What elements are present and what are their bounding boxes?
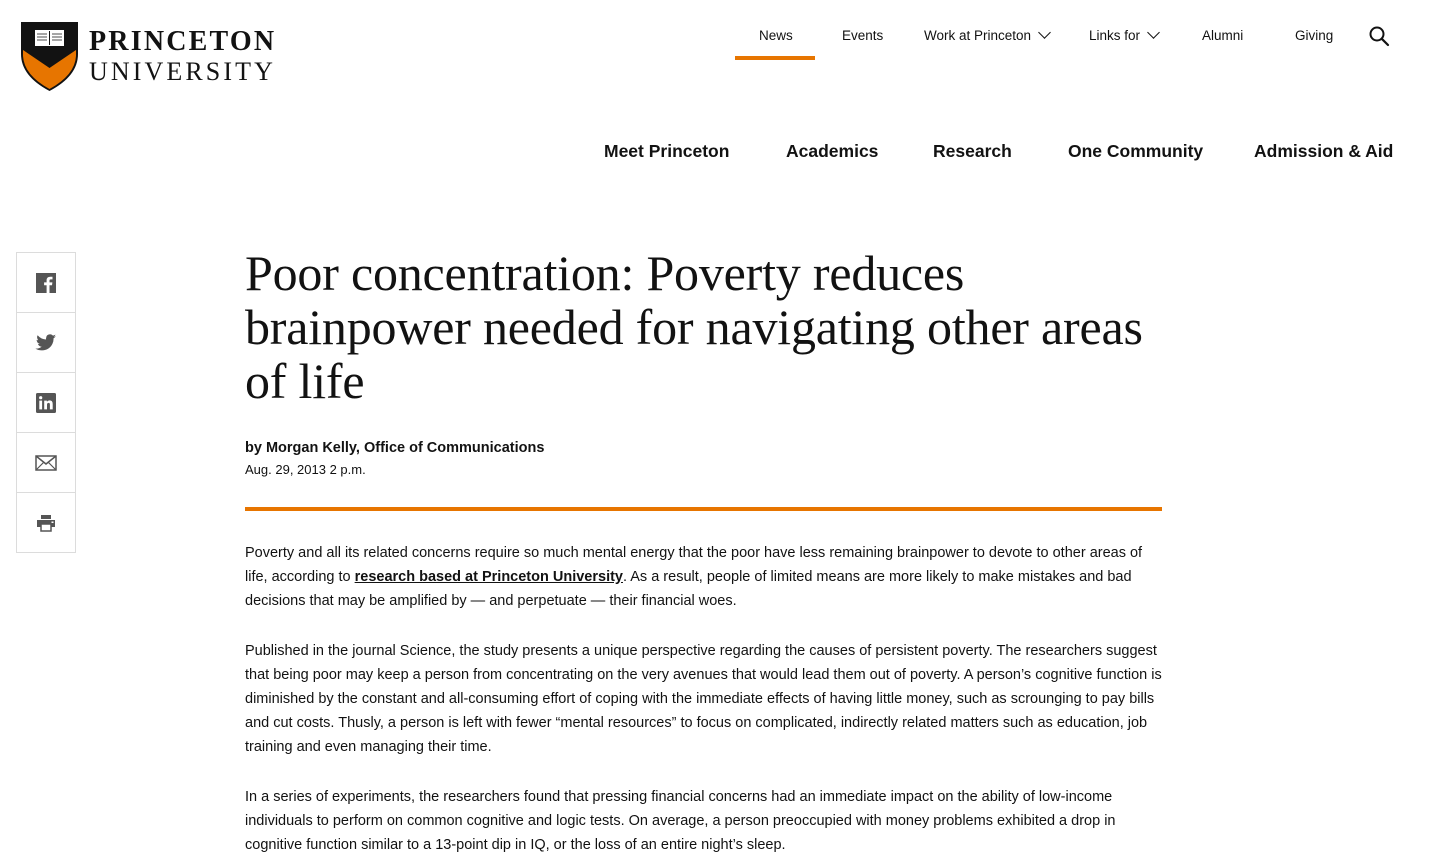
paragraph-text: . As a result, people of limited means are more likely to make mistakes and bad decisions that may be amplified by — and perpetuate — their financial woes. [245, 569, 1132, 609]
util-nav-work-label: Work at Princeton [924, 28, 1032, 43]
article-paragraph-1 [245, 541, 1162, 613]
utility-nav [0, 0, 1434, 60]
article-title: Poor concentration: Poverty reduces brainpower needed for navigating other areas of life [245, 245, 1143, 409]
linkedin-icon [36, 393, 56, 413]
nav-research[interactable]: Research [933, 141, 1012, 161]
wordmark-line2: UNIVERSITY [89, 56, 276, 86]
util-nav-events[interactable]: Events [842, 28, 884, 43]
article-date: Aug. 29, 2013 2 p.m. [245, 462, 366, 477]
share-email-button[interactable] [17, 433, 75, 493]
article-paragraph-2: Published in the journal Science, the study presents a unique perspective regarding the causes of persistent poverty. The researchers suggest that being poor may keep a person from concentrating on the very avenues that would lead them out of poverty. A person’s cognitive function is diminished by the constant and all-consuming effort of coping with the immediate effects of having little money, such as scrounging to pay bills and cut costs. Thusly, a person is left with fewer “mental resources” to focus on complicated, indirectly related matters such as education, job training and even managing their time. [245, 643, 1162, 755]
article-byline: by Morgan Kelly, Office of Communications [245, 440, 545, 456]
email-icon [35, 455, 57, 471]
print-icon [36, 514, 56, 532]
active-indicator [735, 56, 815, 60]
nav-academics[interactable]: Academics [786, 141, 879, 161]
util-nav-giving[interactable]: Giving [1295, 28, 1334, 43]
article [245, 246, 1162, 857]
share-twitter-button[interactable] [17, 313, 75, 373]
wordmark-line1: PRINCETON [89, 25, 277, 57]
chevron-down-icon [1147, 26, 1160, 39]
print-button[interactable] [17, 493, 75, 552]
research-link[interactable]: research based at Princeton University [354, 569, 623, 585]
twitter-icon [35, 334, 57, 352]
share-linkedin-button[interactable] [17, 373, 75, 433]
article-paragraph-3: In a series of experiments, the researchers found that pressing financial concerns had an immediate impact on the ability of low-income individuals to perform on common cognitive and logic tests. On average, a person preoccupied with money problems exhibited a drop in cognitive function similar to a 13-point dip in IQ, or the loss of an entire night’s sleep. [245, 789, 1116, 853]
util-nav-news[interactable]: News [759, 28, 793, 43]
article-divider [245, 507, 1162, 511]
search-button[interactable] [1368, 25, 1392, 49]
facebook-icon [36, 273, 56, 293]
nav-meet-princeton[interactable]: Meet Princeton [604, 141, 730, 161]
util-nav-work-at-princeton[interactable] [924, 28, 1049, 43]
util-nav-alumni[interactable]: Alumni [1202, 28, 1244, 43]
util-nav-links-label: Links for [1089, 28, 1141, 43]
search-icon [1368, 25, 1392, 49]
nav-admission-aid[interactable]: Admission & Aid [1254, 141, 1394, 161]
share-bar [16, 252, 76, 553]
util-nav-links-for[interactable] [1089, 28, 1158, 43]
nav-one-community[interactable]: One Community [1068, 141, 1204, 161]
share-facebook-button[interactable] [17, 253, 75, 313]
paragraph-text: Poverty and all its related concerns require so much mental energy that the poor have less remaining brainpower to devote to other areas of life, according to [245, 545, 1143, 585]
chevron-down-icon [1038, 26, 1051, 39]
